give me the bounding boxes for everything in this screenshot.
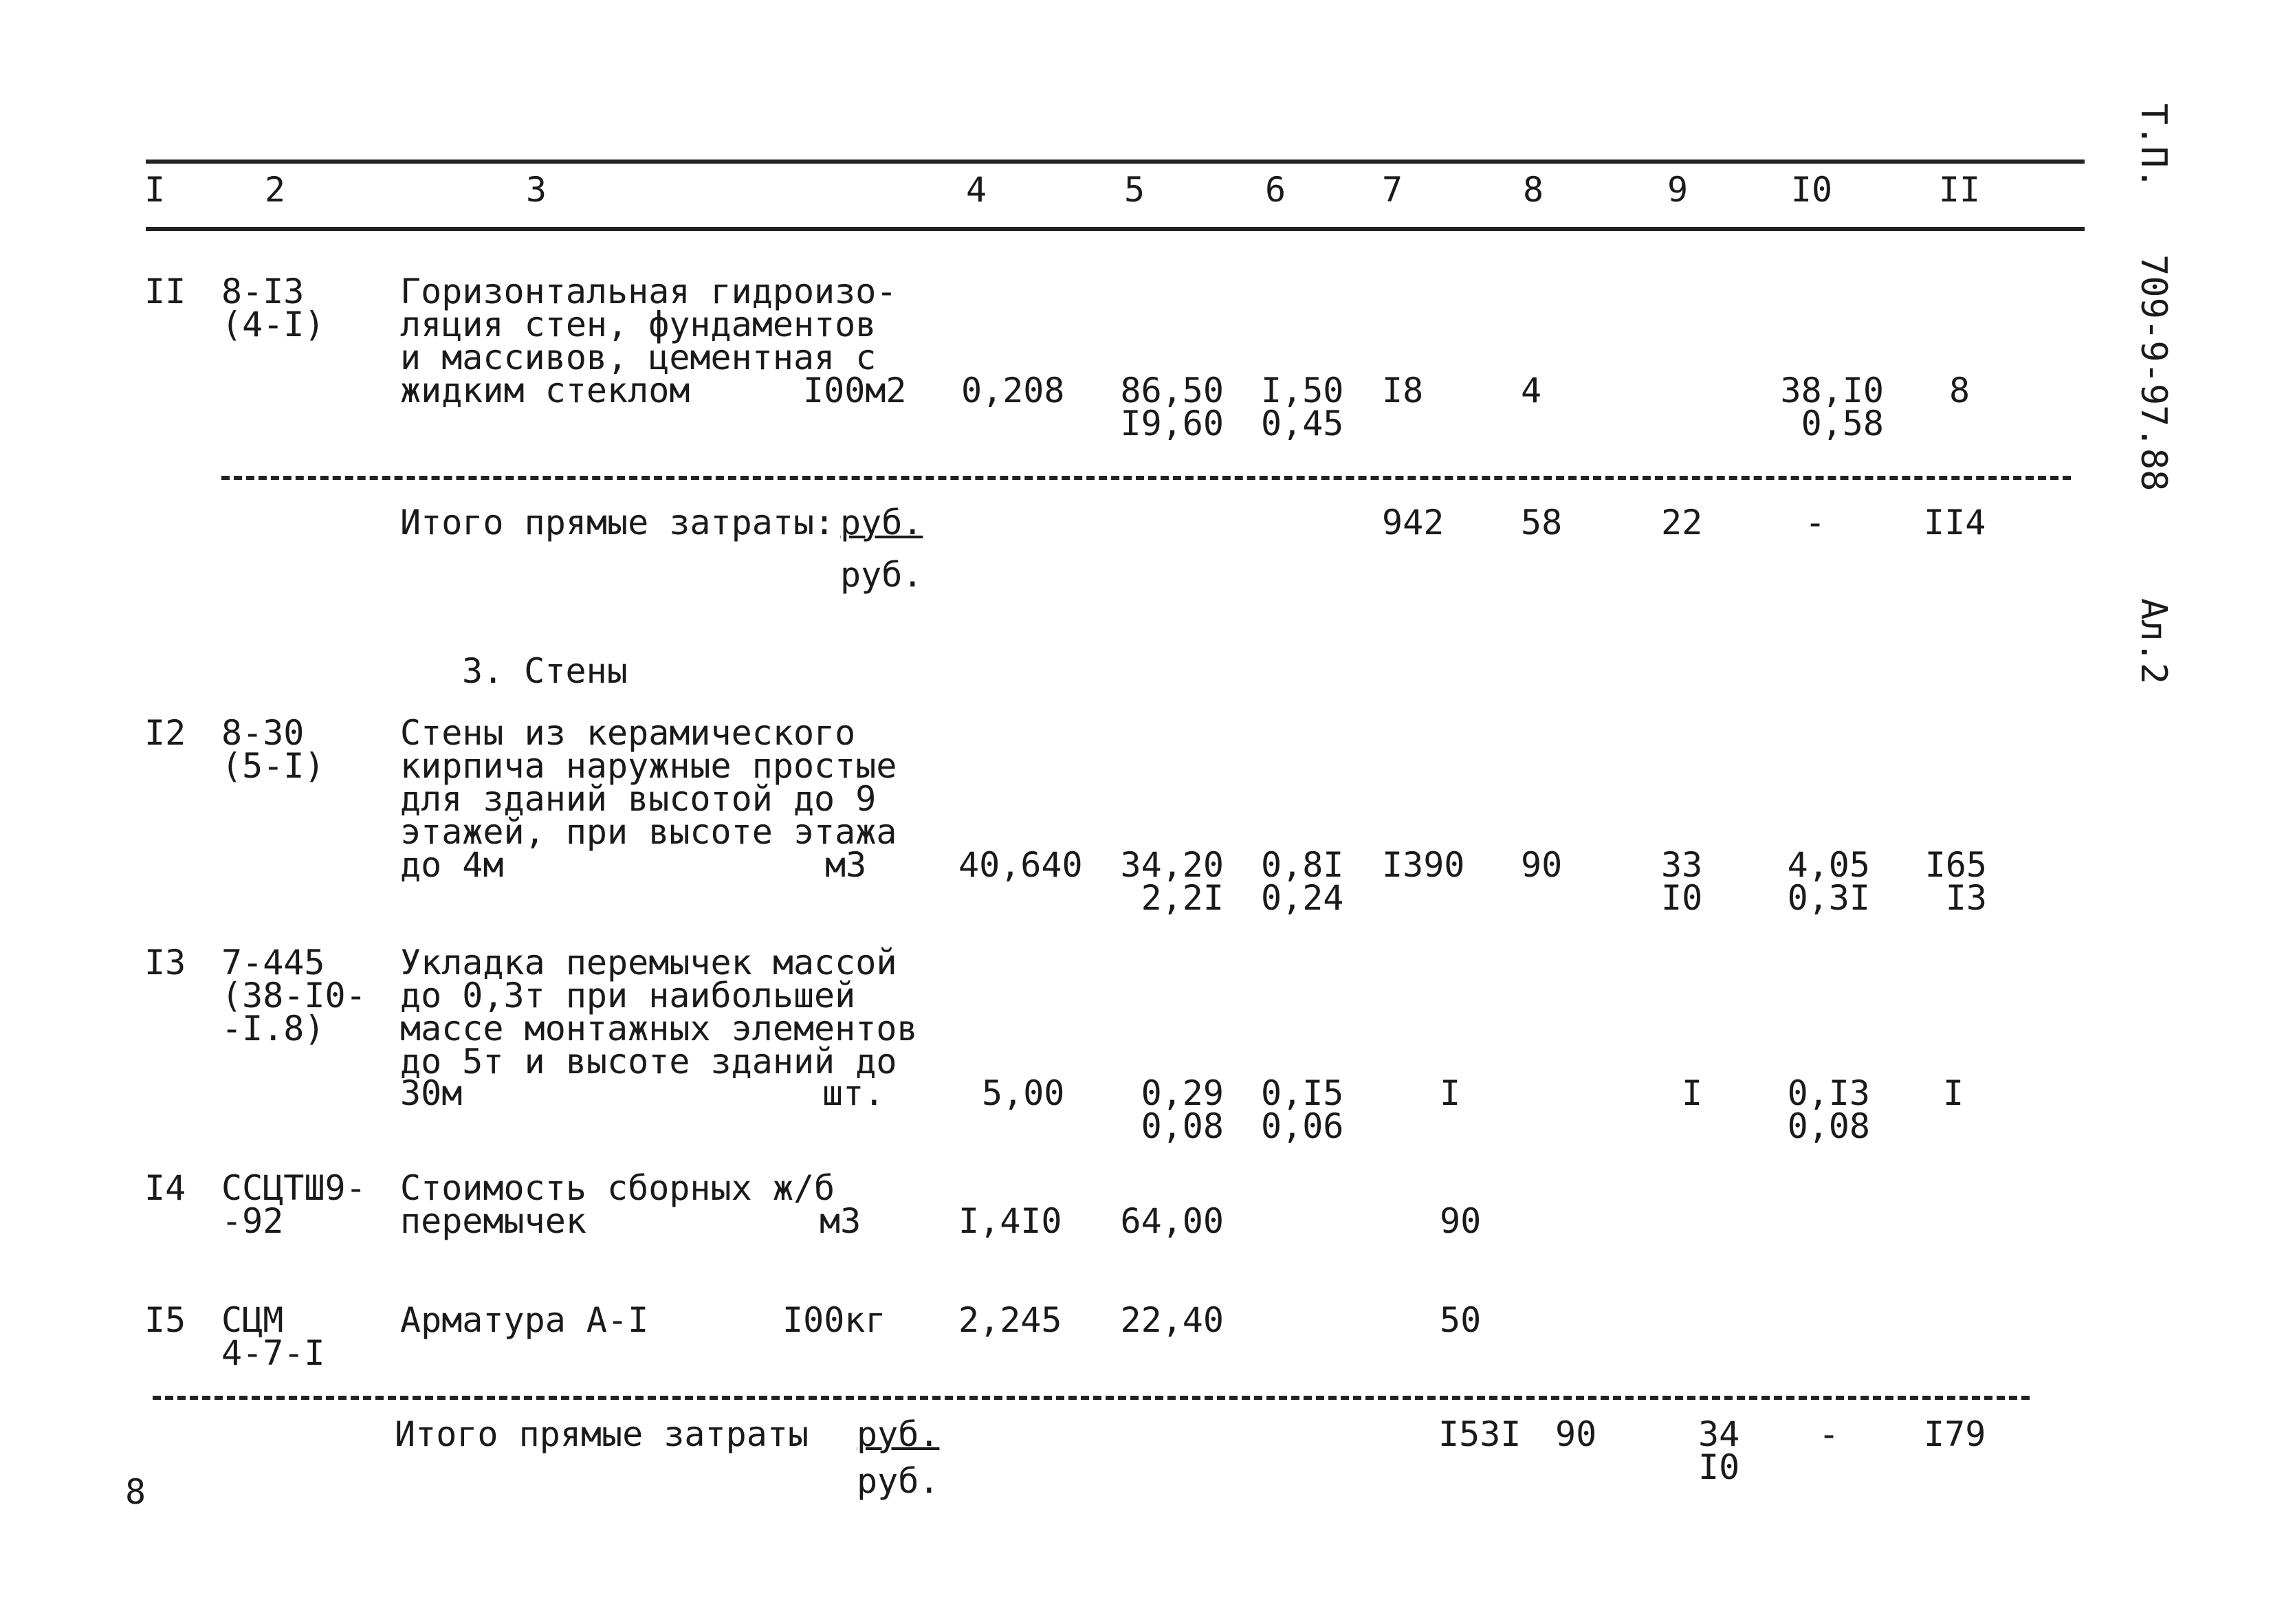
subtotal-col-10: - bbox=[1818, 1414, 1840, 1454]
row-code: ССЦТШ9- bbox=[221, 1168, 366, 1208]
subtotal-unit: руб. bbox=[840, 555, 923, 595]
row-code: 4-7-I bbox=[221, 1333, 325, 1373]
row-code: (5-I) bbox=[221, 746, 325, 786]
row-code: (4-I) bbox=[221, 305, 325, 344]
subtotal-col-10: - bbox=[1804, 503, 1826, 542]
row-number: I4 bbox=[144, 1168, 186, 1208]
row-description: Укладка перемычек массой bbox=[400, 943, 897, 983]
row-cost-5: 86,50 bbox=[1120, 371, 1224, 410]
row-unit: м3 bbox=[820, 1201, 861, 1241]
row-col-10: 0,58 bbox=[1801, 404, 1884, 443]
subtotal-col-7: I53I bbox=[1438, 1414, 1522, 1454]
row-quantity: 2,245 bbox=[958, 1300, 1062, 1340]
row-description: Стены из керамического bbox=[400, 713, 856, 753]
row-description: ляция стен, фундаментов bbox=[400, 305, 877, 344]
header-col-3: 3 bbox=[525, 170, 547, 210]
row-cost-6: I,50 bbox=[1261, 371, 1344, 410]
row-unit: м3 bbox=[825, 845, 867, 885]
row-code: (38-I0- bbox=[221, 976, 366, 1016]
row-cost-6: 0,8I bbox=[1261, 845, 1344, 885]
row-unit: шт. bbox=[822, 1073, 885, 1113]
row-col-11: 8 bbox=[1948, 371, 1970, 410]
row-col-11: I65 bbox=[1924, 845, 1987, 885]
row-divider bbox=[221, 476, 2071, 480]
row-quantity: 40,640 bbox=[958, 845, 1083, 885]
row-col-8: 4 bbox=[1521, 371, 1542, 410]
row-col-10: 0,3I bbox=[1787, 878, 1870, 918]
row-col-7: 90 bbox=[1440, 1201, 1482, 1241]
row-code: 8-I3 bbox=[221, 272, 305, 311]
header-col-7: 7 bbox=[1381, 170, 1403, 210]
row-number: I2 bbox=[144, 713, 186, 753]
page-number: 8 bbox=[125, 1472, 146, 1512]
row-cost-5: 64,00 bbox=[1120, 1201, 1224, 1241]
row-cost-5: 2,2I bbox=[1141, 878, 1224, 918]
row-description: перемычек bbox=[400, 1201, 586, 1241]
doc-code-number: 709-9-97.88 bbox=[2133, 254, 2174, 492]
row-cost-5: 0,08 bbox=[1141, 1106, 1224, 1146]
row-code: 8-30 bbox=[221, 713, 305, 753]
doc-code-tp: Т.П. bbox=[2133, 103, 2174, 190]
subtotal-col-8: 90 bbox=[1555, 1414, 1597, 1454]
row-cost-5: I9,60 bbox=[1120, 404, 1224, 443]
header-col-1: I bbox=[144, 170, 166, 210]
row-divider bbox=[153, 1396, 2030, 1400]
row-description: жидким стеклом bbox=[400, 371, 690, 410]
row-cost-6: 0,06 bbox=[1261, 1106, 1344, 1146]
subtotal-col-9: 22 bbox=[1661, 503, 1703, 542]
row-cost-5: 34,20 bbox=[1120, 845, 1224, 885]
row-code: -92 bbox=[221, 1201, 284, 1241]
row-code: -I.8) bbox=[221, 1009, 325, 1049]
row-col-10: 4,05 bbox=[1787, 845, 1870, 885]
row-col-8: 90 bbox=[1521, 845, 1563, 885]
row-description: для зданий высотой до 9 bbox=[400, 779, 877, 819]
subtotal-col-9: 34 bbox=[1698, 1414, 1740, 1454]
row-cost-6: 0,I5 bbox=[1261, 1073, 1344, 1113]
header-col-9: 9 bbox=[1667, 170, 1689, 210]
row-description: до 4м bbox=[400, 845, 504, 885]
row-col-7: 50 bbox=[1440, 1300, 1482, 1340]
subtotal-unit: руб. bbox=[857, 1414, 940, 1454]
row-description: 30м bbox=[400, 1073, 463, 1113]
header-col-4: 4 bbox=[965, 170, 987, 210]
section-title: 3. Стены bbox=[462, 651, 628, 691]
row-number: I5 bbox=[144, 1300, 186, 1340]
row-code: СЦМ bbox=[221, 1300, 284, 1340]
row-col-7: I bbox=[1440, 1073, 1461, 1113]
subtotal-label: Итого прямые затраты: bbox=[400, 503, 835, 542]
row-description: Горизонтальная гидроизо- bbox=[400, 272, 897, 311]
row-unit: I00кг bbox=[782, 1300, 886, 1340]
subtotal-col-9: I0 bbox=[1698, 1447, 1740, 1487]
row-col-9: 33 bbox=[1661, 845, 1703, 885]
header-rule-top bbox=[146, 160, 2085, 164]
row-description: Стоимость сборных ж/б bbox=[400, 1168, 835, 1208]
row-description: Арматура А-I bbox=[400, 1300, 649, 1340]
row-description: массе монтажных элементов bbox=[400, 1009, 918, 1049]
header-col-8: 8 bbox=[1522, 170, 1544, 210]
row-col-7: I8 bbox=[1382, 371, 1424, 410]
subtotal-col-7: 942 bbox=[1382, 503, 1445, 542]
header-col-6: 6 bbox=[1264, 170, 1286, 210]
row-description: до 0,3т при наибольшей bbox=[400, 976, 856, 1016]
row-cost-6: 0,24 bbox=[1261, 878, 1344, 918]
subtotal-unit: руб. bbox=[857, 1461, 940, 1501]
header-rule-bottom bbox=[146, 227, 2085, 231]
row-quantity: 0,208 bbox=[961, 371, 1065, 410]
row-col-10: 0,I3 bbox=[1787, 1073, 1870, 1113]
row-col-11: I bbox=[1943, 1073, 1964, 1113]
row-number: I3 bbox=[144, 943, 186, 983]
subtotal-col-11: II4 bbox=[1924, 503, 1986, 542]
row-cost-5: 0,29 bbox=[1141, 1073, 1224, 1113]
header-col-10: I0 bbox=[1790, 170, 1833, 210]
row-col-9: I bbox=[1682, 1073, 1703, 1113]
sheet-label: Ал.2 bbox=[2133, 598, 2174, 685]
subtotal-col-11: I79 bbox=[1924, 1414, 1986, 1454]
subtotal-col-8: 58 bbox=[1521, 503, 1563, 542]
row-description: кирпича наружные простые bbox=[400, 746, 897, 786]
subtotal-label: Итого прямые затраты bbox=[395, 1414, 809, 1454]
row-code: 7-445 bbox=[221, 943, 325, 983]
subtotal-unit: руб. bbox=[840, 503, 923, 542]
row-cost-6: 0,45 bbox=[1261, 404, 1344, 443]
header-col-5: 5 bbox=[1123, 170, 1145, 210]
row-unit: I00м2 bbox=[803, 371, 907, 410]
row-number: II bbox=[144, 272, 186, 311]
row-col-10: 0,08 bbox=[1787, 1106, 1870, 1146]
header-col-11: II bbox=[1938, 170, 1981, 210]
row-col-9: I0 bbox=[1661, 878, 1703, 918]
row-description: этажей, при высоте этажа bbox=[400, 812, 897, 852]
row-quantity: I,4I0 bbox=[958, 1201, 1062, 1241]
row-col-7: I390 bbox=[1382, 845, 1465, 885]
row-col-10: 38,I0 bbox=[1780, 371, 1884, 410]
row-description: и массивов, цементная с bbox=[400, 338, 877, 377]
row-description: до 5т и высоте зданий до bbox=[400, 1042, 897, 1082]
row-col-11: I3 bbox=[1945, 878, 1987, 918]
header-col-2: 2 bbox=[264, 170, 286, 210]
row-quantity: 5,00 bbox=[982, 1073, 1065, 1113]
row-cost-5: 22,40 bbox=[1120, 1300, 1224, 1340]
